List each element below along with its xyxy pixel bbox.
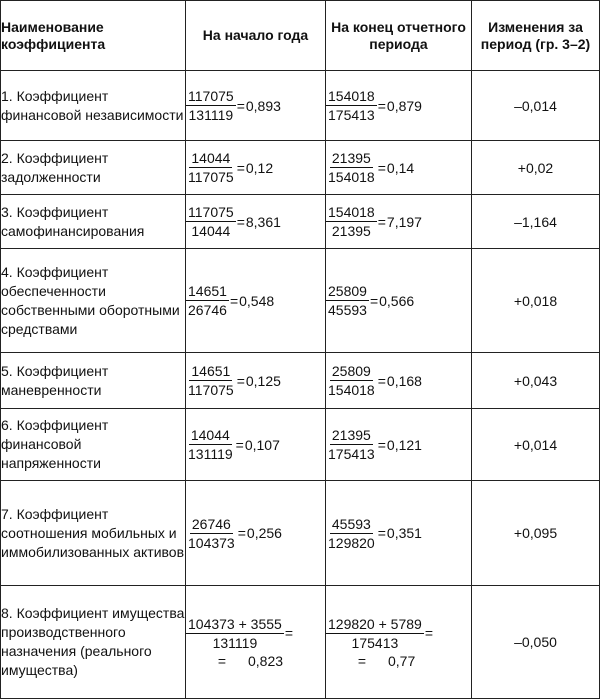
start-numerator: 117075: [188, 204, 234, 220]
coefficient-name: 1. Коэффициент финансовой независимости: [1, 71, 186, 141]
coefficient-name: 8. Коэффициент имущества производственного назначения (реального имущества): [1, 586, 186, 699]
start-value: [186, 409, 326, 481]
end-denominator: 154018: [328, 382, 375, 398]
start-result: 0,548: [239, 292, 275, 309]
equals-sign: =: [377, 525, 386, 541]
end-denominator: 154018: [328, 169, 375, 185]
coefficient-name: 7. Коэффициент соотношения мобильных и иммобилизованных активов: [1, 481, 186, 586]
start-numerator: 104373 + 3555: [188, 615, 282, 632]
end-value: [326, 409, 472, 481]
table-row: [1, 71, 600, 141]
start-value: [186, 71, 326, 141]
end-value: [326, 195, 472, 249]
start-value: [186, 481, 326, 586]
equals-sign: =: [424, 625, 434, 641]
start-value: [186, 586, 326, 699]
start-denominator: 26746: [188, 302, 227, 318]
end-value: [326, 141, 472, 195]
change-value: +0,02: [472, 141, 600, 195]
change-value: –0,050: [472, 586, 600, 699]
equals-sign: =: [236, 159, 245, 176]
equals-sign: =: [217, 652, 226, 669]
end-denominator: 21395: [331, 223, 371, 239]
start-denominator: 14044: [191, 223, 231, 239]
start-denominator: 104373: [188, 534, 235, 551]
equals-sign: =: [236, 213, 245, 230]
start-denominator: 117075: [188, 169, 234, 185]
coefficient-name: 2. Коэффициент задолженности: [1, 141, 186, 195]
end-value: [326, 71, 472, 141]
end-denominator: 45593: [328, 302, 367, 318]
end-numerator: 154018: [328, 88, 375, 104]
start-denominator: 117075: [188, 382, 234, 398]
end-numerator: 21395: [331, 150, 371, 166]
start-numerator: 117075: [188, 88, 234, 104]
change-value: –0,014: [472, 71, 600, 141]
start-denominator: 131119: [188, 446, 233, 462]
end-result: 0,566: [379, 292, 415, 309]
start-denominator: 131119: [188, 107, 234, 123]
start-result: 0,256: [246, 525, 282, 541]
coefficient-name: 5. Коэффициент маневренности: [1, 353, 186, 409]
change-value: +0,095: [472, 481, 600, 586]
start-numerator: 14651: [191, 363, 231, 379]
end-result: 0,14: [386, 159, 415, 176]
equals-sign: =: [237, 525, 246, 541]
equals-sign: =: [377, 159, 386, 176]
header-end: На конец отчетного периода: [326, 1, 472, 71]
start-value: [186, 195, 326, 249]
end-result: 0,351: [386, 525, 422, 541]
end-numerator: 25809: [328, 283, 367, 299]
equals-sign: =: [377, 97, 386, 114]
start-value: [186, 249, 326, 353]
end-denominator: 175413: [351, 634, 399, 651]
change-value: –1,164: [472, 195, 600, 249]
equals-sign: =: [284, 625, 294, 641]
start-value: [186, 141, 326, 195]
equals-sign: =: [236, 372, 245, 389]
end-numerator: 21395: [331, 427, 371, 443]
start-result: 0,125: [245, 372, 281, 389]
start-result: 8,361: [245, 213, 281, 230]
equals-sign: =: [357, 652, 366, 669]
end-value: [326, 586, 472, 699]
end-value: [326, 353, 472, 409]
change-value: +0,018: [472, 249, 600, 353]
end-result: 7,197: [386, 213, 422, 230]
header-row: [1, 1, 600, 71]
start-result: 0,823: [248, 652, 284, 669]
equals-sign: =: [229, 292, 239, 309]
table-row: [1, 409, 600, 481]
equals-sign: =: [377, 372, 386, 389]
end-denominator: 175413: [328, 107, 375, 123]
start-numerator: 14044: [190, 427, 230, 443]
header-name: Наименование коэффициента: [1, 1, 186, 71]
end-result: 0,168: [386, 372, 422, 389]
start-result: 0,107: [244, 436, 280, 453]
coefficient-name: 6. Коэффициент финансовой напряженности: [1, 409, 186, 481]
end-result: 0,879: [386, 97, 422, 114]
start-numerator: 14651: [188, 283, 227, 299]
change-value: +0,043: [472, 353, 600, 409]
table-row: [1, 353, 600, 409]
end-result: 0,121: [386, 436, 422, 453]
start-result: 0,893: [245, 97, 281, 114]
start-value: [186, 353, 326, 409]
coefficient-name: 3. Коэффициент самофинансирования: [1, 195, 186, 249]
header-change: Изменения за период (гр. 3–2): [472, 1, 600, 71]
end-denominator: 175413: [328, 446, 375, 462]
table-row: [1, 141, 600, 195]
end-numerator: 154018: [328, 204, 375, 220]
equals-sign: =: [377, 436, 386, 453]
start-result: 0,12: [245, 159, 274, 176]
equals-sign: =: [235, 436, 244, 453]
end-numerator: 129820 + 5789: [328, 615, 422, 632]
equals-sign: =: [369, 292, 379, 309]
end-numerator: 25809: [331, 363, 371, 379]
start-numerator: 14044: [191, 150, 231, 166]
equals-sign: =: [377, 213, 386, 230]
end-value: [326, 249, 472, 353]
header-start: На начало года: [186, 1, 326, 71]
table-row: [1, 195, 600, 249]
end-numerator: 45593: [331, 515, 371, 532]
start-numerator: 26746: [191, 515, 231, 532]
equals-sign: =: [236, 97, 245, 114]
end-result: 0,77: [388, 652, 416, 669]
end-denominator: 129820: [328, 534, 375, 551]
change-value: +0,014: [472, 409, 600, 481]
table-row: [1, 586, 600, 699]
start-denominator: 131119: [212, 634, 258, 651]
table-row: [1, 249, 600, 353]
table-row: [1, 481, 600, 586]
coefficient-name: 4. Коэффициент обеспеченности собственными оборотными средствами: [1, 249, 186, 353]
end-value: [326, 481, 472, 586]
